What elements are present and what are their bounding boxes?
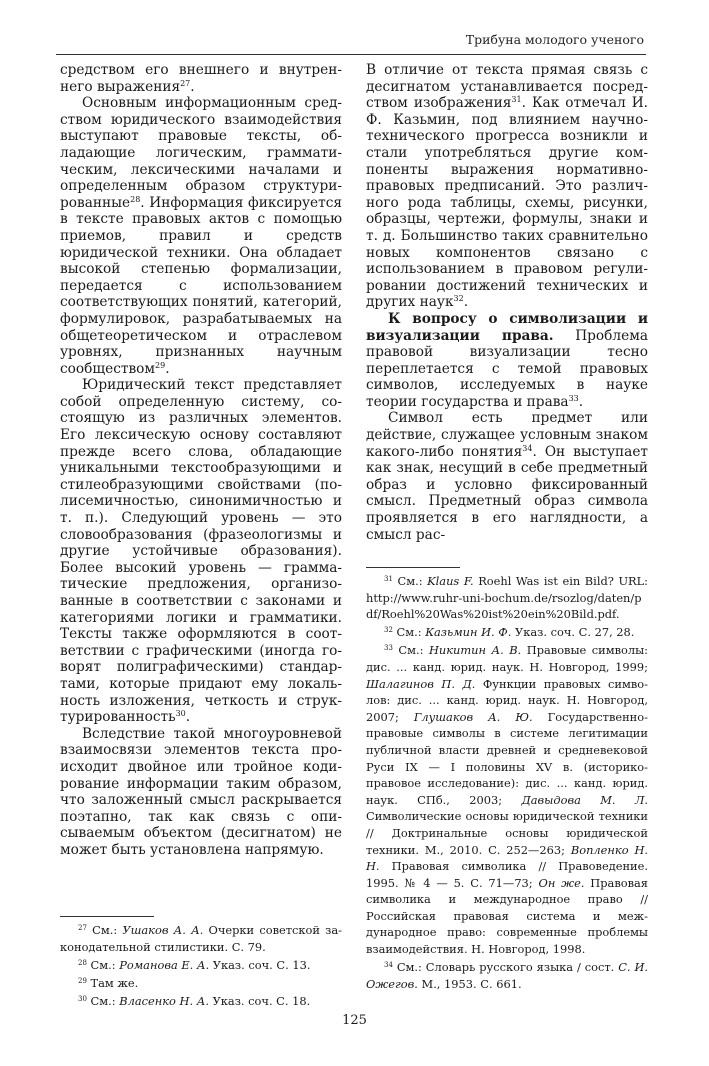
paragraph: Вследствие такой многоуровневой взаимосвязи элементов текста происходит двойное или тройное кодирование информации таким образом, что заложенный смысл раскрывается поэтапно, так как связь с описываемым объектом (десигнатом) не может быть установлена напрямую.	[60, 725, 342, 858]
footnote: $^{29}$ Там же.	[78, 975, 139, 990]
footnote-ref[interactable]: 28	[130, 194, 141, 204]
paragraph: Основным информационным средством юридического взаимодействия выступают правовые тексты, обладающие логическим, грамматическим, лексическими началами и определенным образом структурированные$^{28}$. Информация фиксируется в тексте правовых актов с помощью приемов, правил и средств юридической техники. Она обладает высокой степенью формализации, передается с использованием соответствующих понятий, категорий, формулировок, разрабатываемых на общетеоретическом и отраслевом уровнях, признанных научным сообществом$^{29}$.	[60, 95, 342, 377]
footnote-ref[interactable]: 30	[175, 709, 186, 719]
footnote: $^{28}$ См.: Романова Е. А. Указ. соч. С. 13.	[78, 957, 311, 972]
footnote-ref[interactable]: 33	[568, 393, 579, 403]
footnote: $^{32}$ См.: Казьмин И. Ф. Указ. соч. С. 27, 28.	[384, 625, 635, 640]
footnotes-right	[366, 567, 648, 994]
page-number: 125	[342, 1013, 367, 1028]
paragraph: В отличие от текста прямая связь с десигнатом устанавливается посредством изображения$^{31}$. Как отмечал И. Ф. Казьмин, под влиянием научно-технического прогресса возникли и стали употребляться другие компоненты выражения нормативно-правовых предписаний. Это различного рода таблицы, схемы, рисунки, образцы, чертежи, формулы, знаки и т. д. Большинство таких сравнительно новых компонентов связано с использованием в правовом регулировании достижений технических и других наук$^{32}$.	[366, 62, 649, 311]
running-header	[56, 30, 646, 55]
footnote-divider	[60, 916, 154, 917]
right-column	[366, 62, 648, 543]
footnote-ref[interactable]: 27	[180, 78, 191, 88]
footnote: $^{33}$ См.: Никитин А. В. Правовые символы: дис. ... канд. юрид. наук. Н. Новгород, 1999; Шалагинов П. Д. Функции правовых символов: дис. ... канд. юрид. наук. Н. Новгород, 2007; Глушаков А. Ю. Государственно-правовые символы в системе легитимации публичной власти древней и средневековой Руси IX — I половины XV в. (историко-правовое исследование): дис. ... канд. юрид. наук. СПб., 2003; Давыдова М. Л. Символические основы юридической техники // Доктринальные основы юридической техники. М., 2010. С. 252—263; Вопленко Н. Н. Правовая символика // Правоведение. 1995. № 4 — 5. С. 71—73; Он же. Правовая символика и международное право // Российская правовая система и международное право: современные проблемы взаимодействия. Н. Новгород, 1998.	[366, 643, 649, 957]
paragraph: К вопросу о символизации и визуализации права. Проблема правовой визуализации тесно переплетается с темой правовых символов, исследуемых в науке теории государства и права$^{33}$.	[366, 310, 648, 410]
footnote: $^{31}$ См.: Klaus F. Roehl Was ist ein Bild? URL: http://www.ruhr-uni-bochum.de/rsozlog/daten/pdf/Roehl%20Was%20ist%20ein%20Bild.pdf.	[366, 574, 649, 622]
footnote-ref[interactable]: 31	[511, 95, 522, 105]
journal-section-title: Трибуна молодого ученого	[465, 32, 644, 47]
paragraph: Символ есть предмет или действие, служащее условным знаком какого-либо понятия$^{34}$. Он выступает как знак, несущий в себе предметный образ и условно фиксированный смысл. Предметный образ символа проявляется в его наглядности, а смысл рас-	[366, 410, 648, 543]
footnote: $^{30}$ См.: Власенко Н. А. Указ. соч. С. 18.	[78, 993, 311, 1008]
footnote-url-link[interactable]: http://www.ruhr-uni-bochum.de/rsozlog/daten/pdf/Roehl%20Was%20ist%20ein%20Bild.pdf	[366, 590, 642, 622]
left-column	[60, 62, 342, 859]
footnote: $^{27}$ См.: Ушаков А. А. Очерки советской законодательной стилистики. С. 79.	[60, 923, 343, 954]
footnote-ref[interactable]: 32	[453, 294, 464, 304]
footnote-ref[interactable]: 29	[155, 360, 166, 370]
footnote: $^{34}$ См.: Словарь русского языка / сост. С. И. Ожегов. М., 1953. С. 661.	[366, 960, 648, 991]
footnote-ref[interactable]: 34	[522, 443, 533, 453]
paragraph: средством его внешнего и внутреннего выражения$^{27}$.	[60, 62, 342, 95]
section-heading: К вопросу о символизации и визуализации права.	[366, 310, 648, 344]
footnote-divider	[366, 567, 460, 568]
paragraph: Юридический текст представляет собой определенную систему, состоящую из различных элементов. Его лексическую основу составляют прежде всего слова, обладающие уникальными текстообразующими и стилеобразующими свойствами (полисемичностью, синонимичностью и т. п.). Следующий уровень — это словообразования (фразеологизмы и другие устойчивые образования). Более высокий уровень — грамматические предложения, организованные в соответствии с законами и категориями логики и грамматики. Тексты также оформляются в соответствии с графическими (иногда говорят полиграфическими) стандартами, которые придают ему локальность изложения, четкость и структурированность$^{30}$.	[60, 377, 342, 726]
footnotes-left	[60, 916, 342, 1011]
